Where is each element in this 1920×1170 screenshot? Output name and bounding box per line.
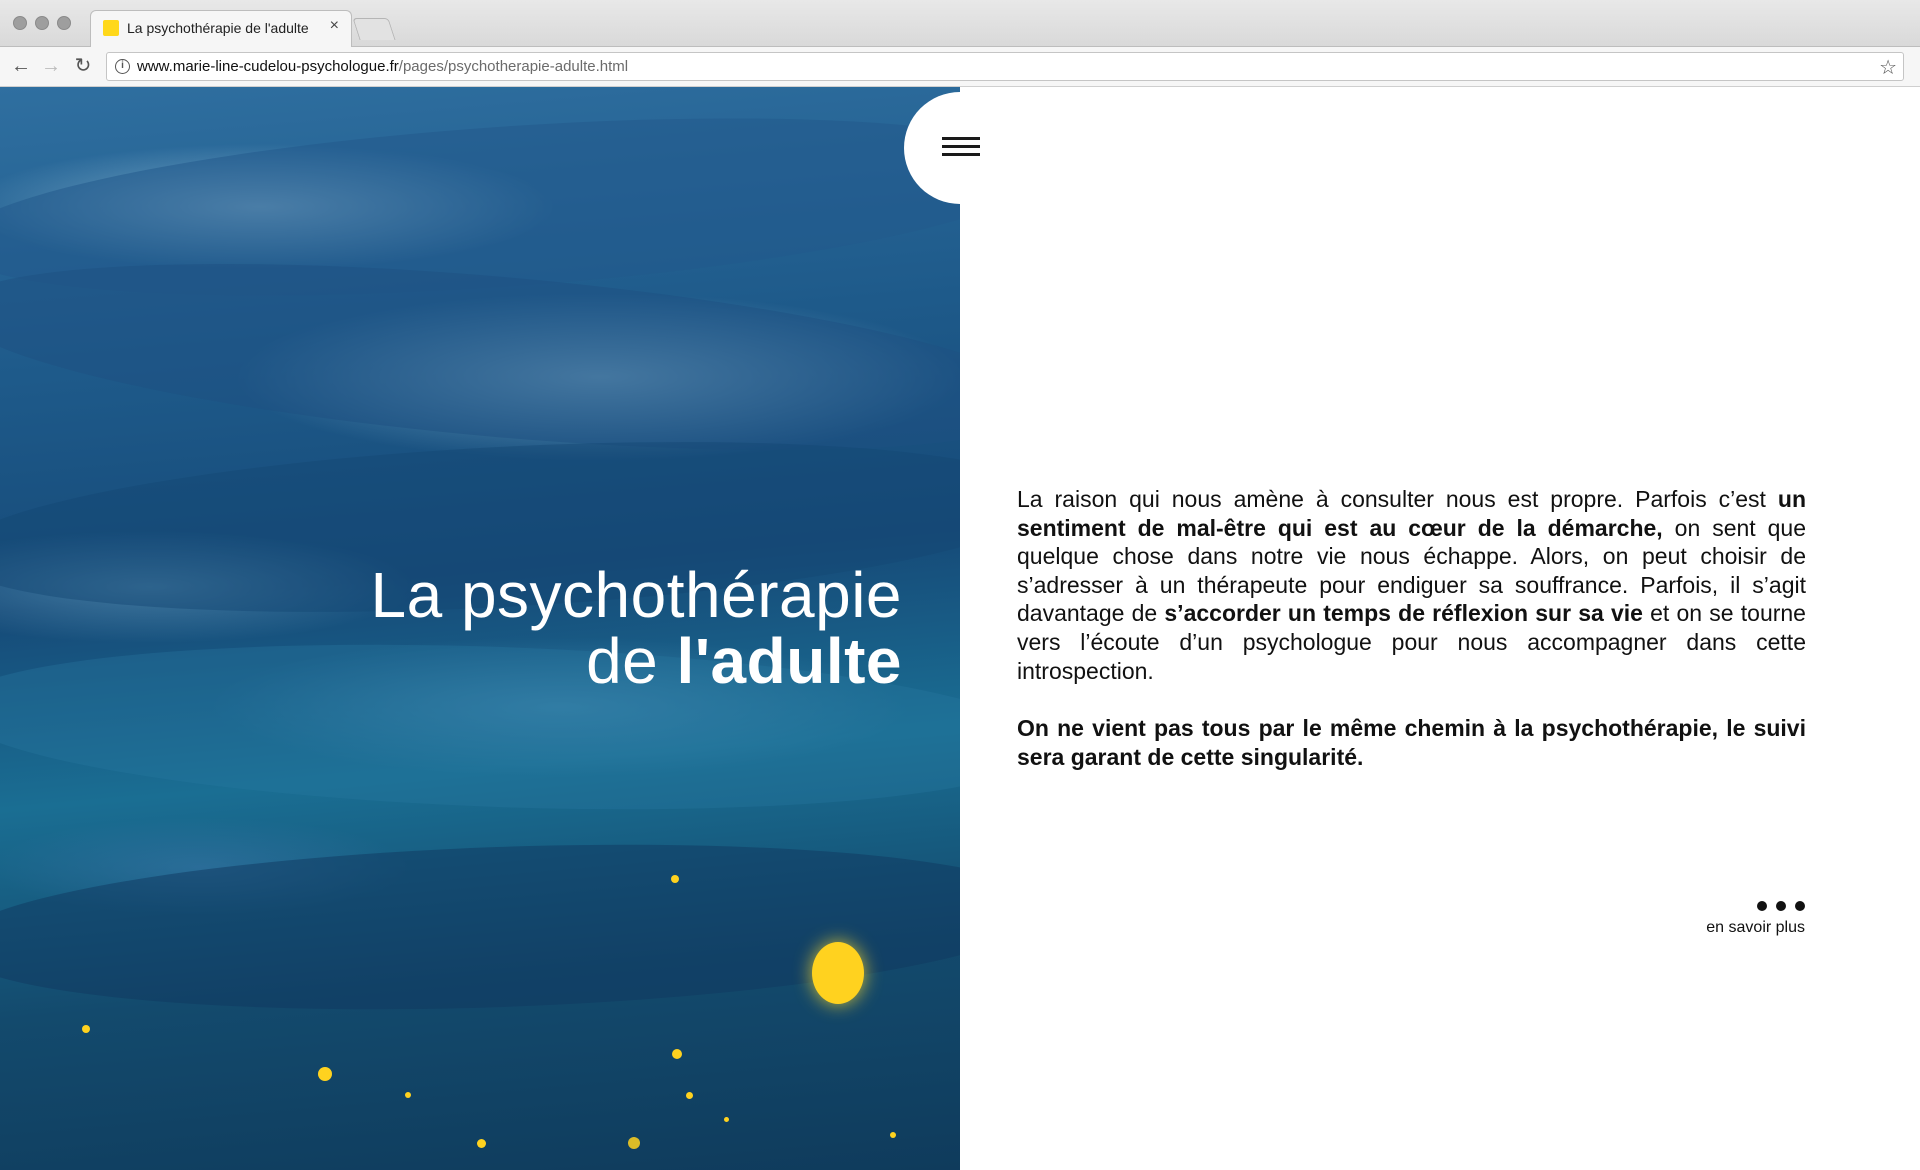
emphasis-text: On ne vient pas tous par le même chemin à la psychothérapie, le suivi sera garant de cette singularité. [1017,715,1806,770]
light-spot [405,1092,411,1098]
url-path: /pages/psychotherapie-adulte.html [398,58,629,75]
browser-toolbar [0,47,1920,87]
new-tab-button[interactable] [352,18,395,40]
light-spot [890,1132,896,1138]
page-title-line1: La psychothérapie [370,559,902,631]
url-text[interactable] [137,58,628,75]
back-arrow-icon[interactable]: ← [11,55,31,77]
light-spot [686,1092,693,1099]
light-spot [724,1117,729,1122]
light-spot [812,942,864,1004]
text-span: La raison qui nous amène à consulter nous est propre. Parfois c’est [1017,486,1778,512]
light-spot [671,875,679,883]
light-spot [628,1137,640,1149]
window-zoom-button[interactable] [57,16,71,30]
read-more-link[interactable] [1706,901,1805,937]
browser-tab[interactable] [90,10,352,47]
ellipsis-icon [1706,901,1805,911]
page-title-prefix: de [586,625,677,697]
emphasis-text: un sentiment de mal-être qui est au cœur de la démarche, [1017,486,1806,541]
emphasis-text: s’accorder un temps de réflexion sur sa vie [1164,600,1643,627]
url-domain: www.marie-line-cudelou-psychologue.fr [137,58,399,75]
hero-texture [0,828,960,1026]
intro-paragraph [1017,485,1806,685]
light-spot [672,1049,682,1059]
reload-icon[interactable]: ↻ [74,55,92,77]
hero-image [0,87,960,1170]
favicon-icon [103,20,119,36]
text-span: on sent que quelque chose dans notre vie nous échappe. Alors, on peut choisir de s’adresser à un thérapeute pour endiguer sa souffrance. Parfois, il s’agit davantage de [1017,514,1806,627]
info-icon[interactable]: i [115,59,130,74]
intro-text [1017,485,1806,771]
light-spot [82,1025,90,1033]
read-more-label: en savoir plus [1706,919,1805,936]
address-bar[interactable] [106,52,1904,81]
conclusion-paragraph [1017,714,1806,771]
forward-arrow-icon[interactable]: → [41,55,61,77]
tab-title: La psychothérapie de l'adulte [127,20,309,36]
light-spot [318,1067,332,1081]
page-title [370,559,902,697]
page-title-line2 [370,625,902,697]
star-icon[interactable]: ☆ [1879,57,1897,79]
text-span: et on se tourne vers l’écoute d’un psychologue pour nous accompagner dans cette introspection. [1017,600,1806,684]
tab-close-icon[interactable]: × [329,17,339,34]
window-close-button[interactable] [13,16,27,30]
browser-tab-bar [0,0,1920,47]
window-minimize-button[interactable] [35,16,49,30]
light-spot [477,1139,486,1148]
page-title-bold: l'adulte [676,625,902,697]
menu-button[interactable] [904,92,1016,204]
